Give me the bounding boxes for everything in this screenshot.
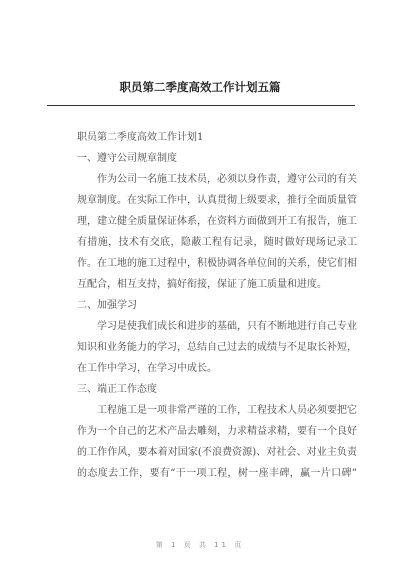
document-line: 有措施，技术有交底，隐蔽工程有记录，随时做好现场记录工 [77, 237, 357, 248]
document-line: 在工作中学习，在学习中成长。 [77, 363, 217, 374]
document-line: 作为公司一名施工技术员，必须以身作责，遵守公司的有关 [97, 174, 357, 185]
page-footer: 第 1 页 共 11 页 [155, 541, 245, 549]
document-line: 互配合，相互支持，搞好衔接，保证了施工质量和进度。 [77, 279, 327, 290]
document-body [77, 127, 357, 484]
document-line: 的态度去工作，要有“干一项工程，树一座丰碑，赢一片口碑” [77, 468, 357, 479]
document-line: 二、加强学习 [77, 300, 137, 311]
document-line: 的工作作风，要本着对国家(不浪费资源)、对社会、对业主负责 [77, 447, 357, 458]
document-line: 规章制度。在实际工作中，认真贯彻上级要求，推行全面质量管 [77, 195, 357, 206]
document-line: 作。在工地的施工过程中，积极协调各单位间的关系，使它们相 [77, 258, 357, 269]
document-line: 知识和业务能力的学习，总结自己过去的成绩与不足取长补短， [77, 342, 357, 353]
document-line: 一、遵守公司规章制度 [77, 153, 177, 164]
document-line: 职员第二季度高效工作计划1 [77, 132, 204, 143]
document-line: 三、端正工作态度 [77, 384, 157, 395]
document-line: 理，建立健全质量保证体系，在资料方面做到开工有报告，施工 [77, 216, 357, 227]
title-divider [47, 105, 355, 106]
document-line: 作为一个自己的艺术产品去雕刻，力求精益求精，要有一个良好 [77, 426, 357, 437]
page-title: 职员第二季度高效工作计划五篇 [119, 80, 281, 94]
document-line: 工程施工是一项非常严谨的工作，工程技术人员必须要把它 [97, 405, 357, 416]
document-line: 学习是使我们成长和进步的基础，只有不断地进行自己专业 [97, 321, 357, 332]
